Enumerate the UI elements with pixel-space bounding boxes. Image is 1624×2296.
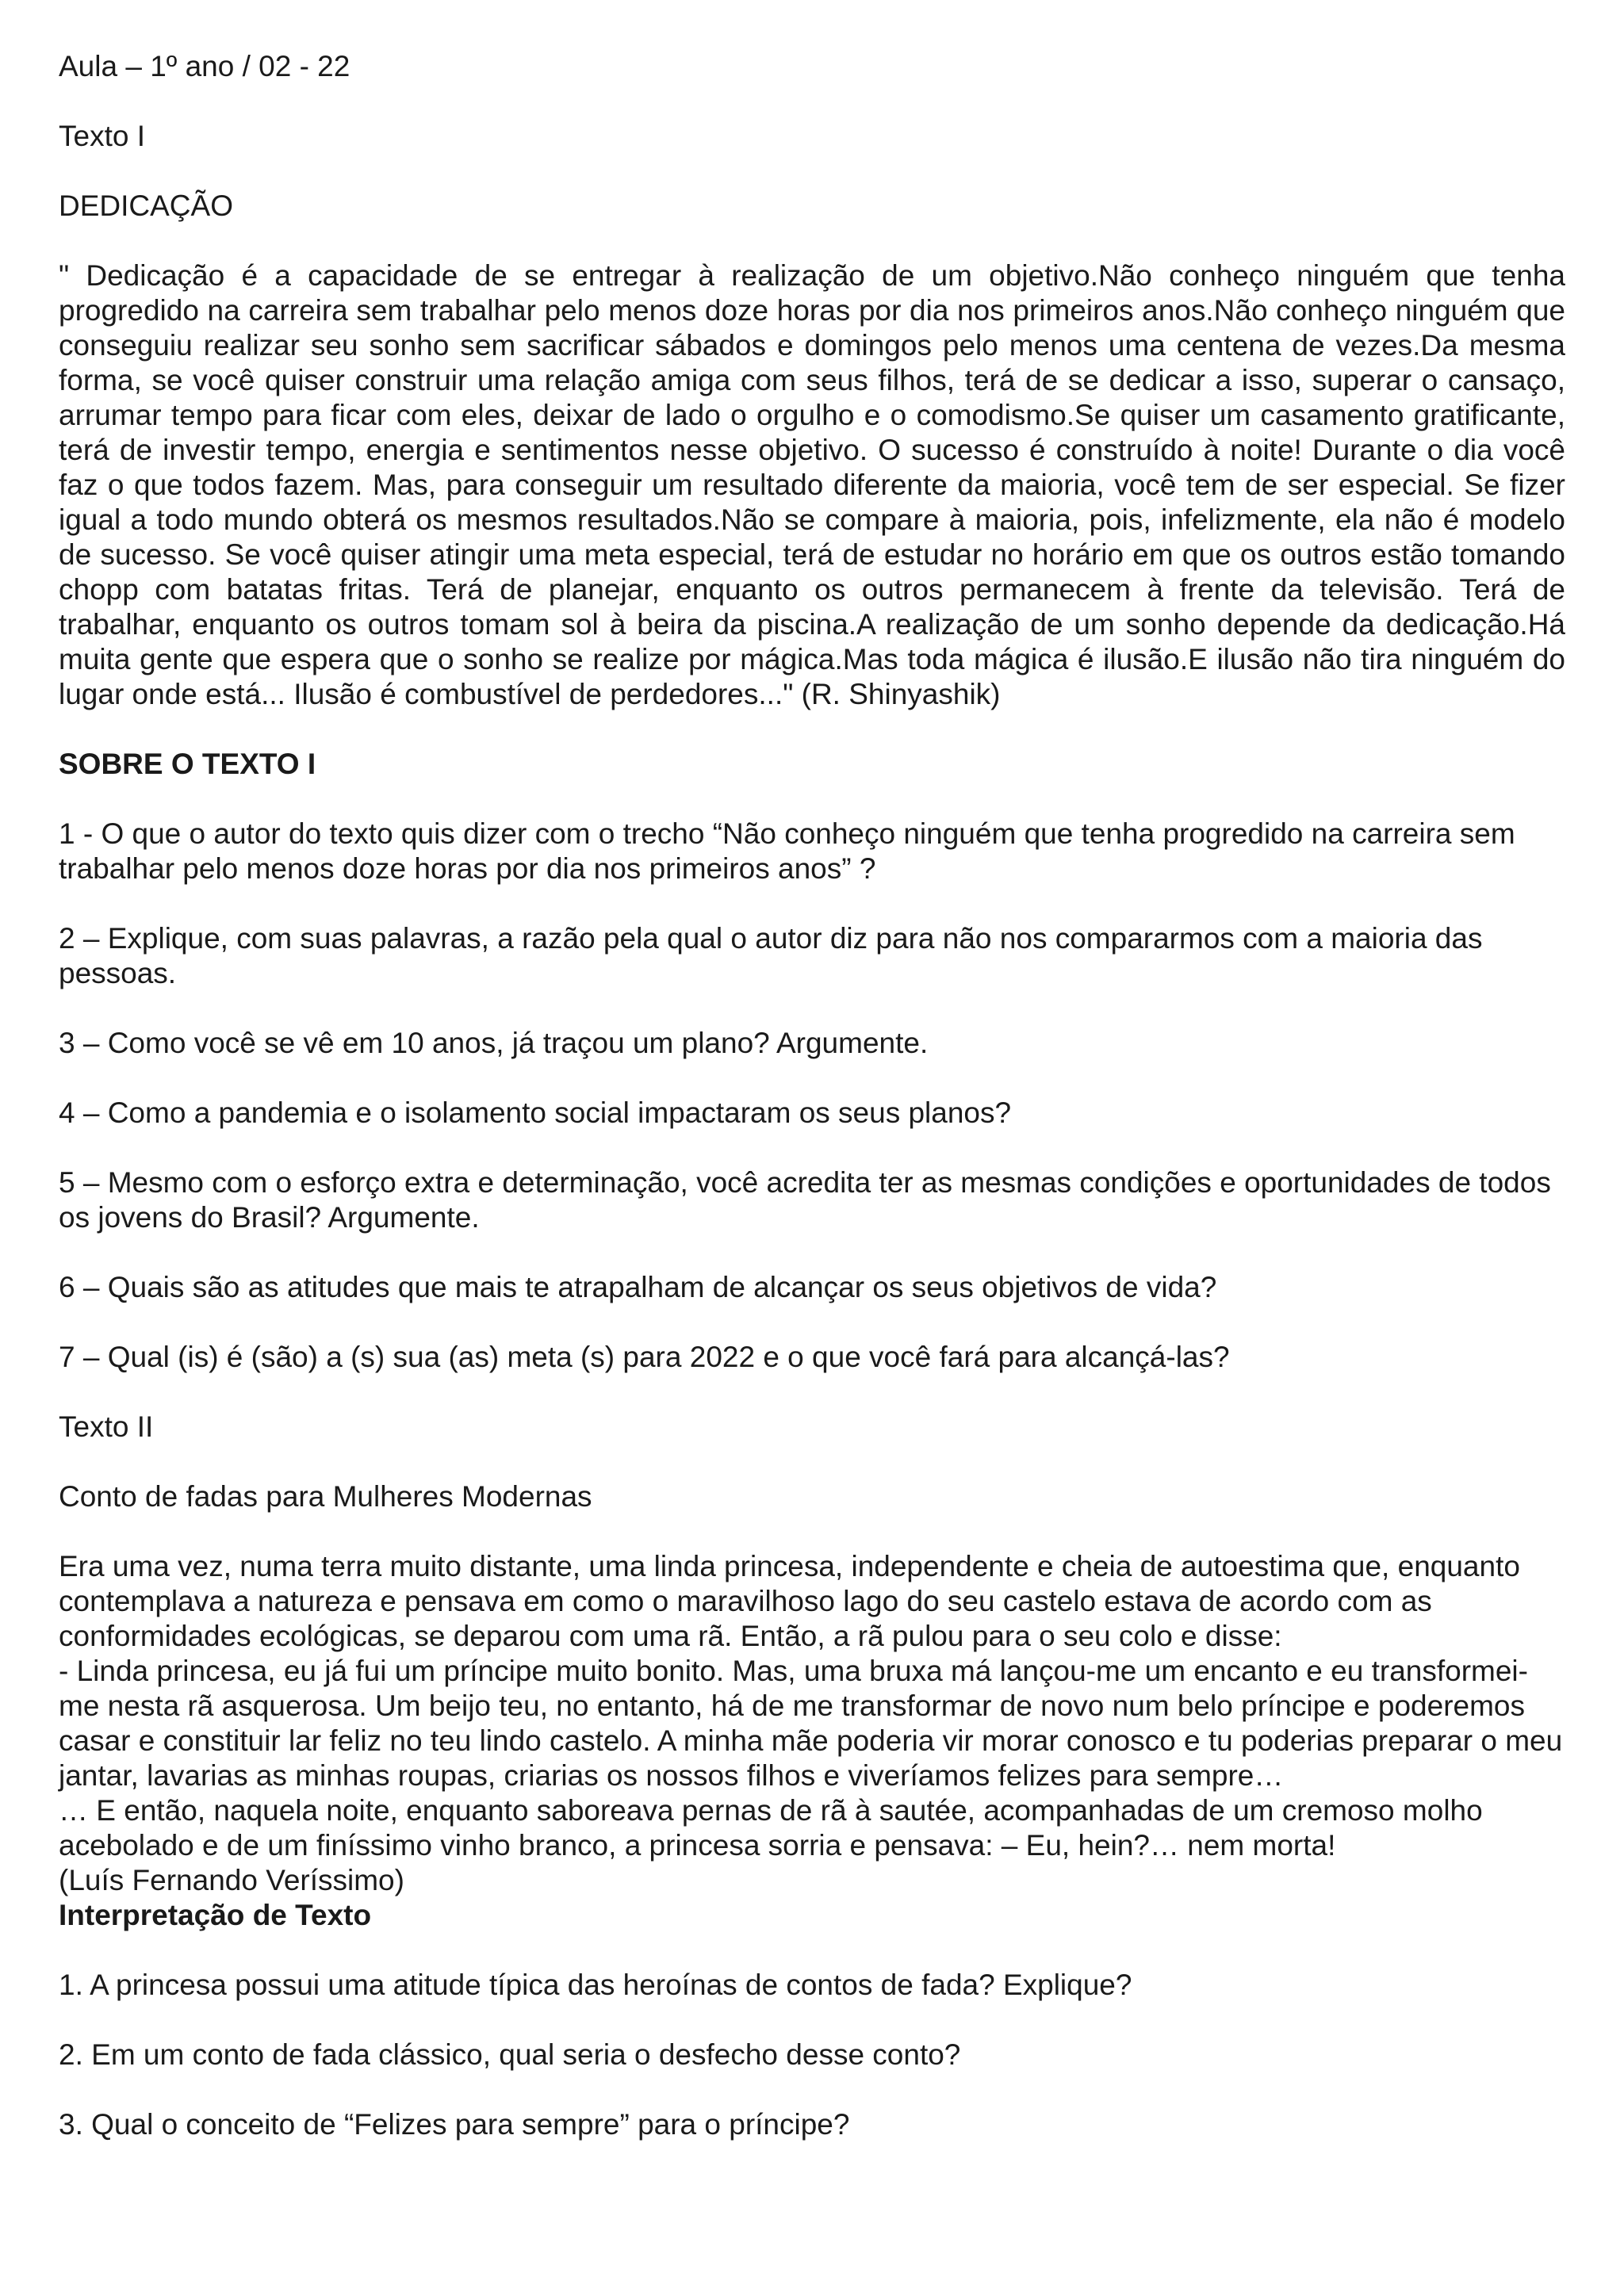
texto2-label: Texto II xyxy=(59,1410,154,1443)
question-3: 3 – Como você se vê em 10 anos, já traçou um plano? Argumente. xyxy=(59,1027,929,1059)
sobre-texto1-heading: SOBRE O TEXTO I xyxy=(59,748,316,780)
question-2: 2 – Explique, com suas palavras, a razão pela qual o autor diz para não nos compararmos com a maioria das pessoas. xyxy=(59,922,1483,989)
texto1-heading: DEDICAÇÃO xyxy=(59,189,233,222)
document-page xyxy=(59,49,1565,2177)
question-6: 6 – Quais são as atitudes que mais te atrapalham de alcançar os seus objetivos de vida? xyxy=(59,1271,1217,1303)
question-4: 4 – Como a pandemia e o isolamento social impactaram os seus planos? xyxy=(59,1096,1012,1129)
texto2-title: Conto de fadas para Mulheres Modernas xyxy=(59,1480,592,1513)
interp-question-3: 3. Qual o conceito de “Felizes para sempre” para o príncipe? xyxy=(59,2108,850,2141)
texto1-label: Texto I xyxy=(59,120,145,152)
story-paragraph-3: … E então, naquela noite, enquanto saboreava pernas de rã à sautée, acompanhadas de um cremoso molho acebolado e de um finíssimo vinho branco, a princesa sorria e pensava: – Eu, hein?… nem morta! xyxy=(59,1794,1483,1862)
texto2-story xyxy=(59,1549,1565,1933)
interp-question-1: 1. A princesa possui uma atitude típica das heroínas de contos de fada? Explique? xyxy=(59,1969,1132,2001)
question-5: 5 – Mesmo com o esforço extra e determinação, você acredita ter as mesmas condições e oportunidades de todos os jovens do Brasil? Argumente. xyxy=(59,1166,1551,1234)
question-1: 1 - O que o autor do texto quis dizer com o trecho “Não conheço ninguém que tenha progredido na carreira sem trabalhar pelo menos doze horas por dia nos primeiros anos” ? xyxy=(59,817,1515,885)
story-author: (Luís Fernando Veríssimo) xyxy=(59,1864,404,1896)
page-header: Aula – 1º ano / 02 - 22 xyxy=(59,50,350,82)
texto1-body: " Dedicação é a capacidade de se entregar à realização de um objetivo.Não conheço ninguém que tenha progredido na carreira sem trabalhar pelo menos doze horas por dia nos primeiros anos.Não conheço ninguém que conseguiu realizar seu sonho sem sacrificar sábados e domingos pelo menos uma centena de vezes.Da mesma forma, se você quiser construir uma relação amiga com seus filhos, terá de se dedicar a isso, superar o cansaço, arrumar tempo para ficar com eles, deixar de lado o orgulho e o comodismo.Se quiser um casamento gratificante, terá de investir tempo, energia e sentimentos nesse objetivo. O sucesso é construído à noite! Durante o dia você faz o que todos fazem. Mas, para conseguir um resultado diferente da maioria, você tem de ser especial. Se fizer igual a todo mundo obterá os mesmos resultados.Não se compare à maioria, pois, infelizmente, ela não é modelo de sucesso. Se você quiser atingir uma meta especial, terá de estudar no horário em que os outros estão tomando chopp com batatas fritas. Terá de planejar, enquanto os outros permanecem à frente da televisão. Terá de trabalhar, enquanto os outros tomam sol à beira da piscina.A realização de um sonho depende da dedicação.Há muita gente que espera que o sonho se realize por mágica.Mas toda mágica é ilusão.E ilusão não tira ninguém do lugar onde está... Ilusão é combustível de perdedores..." (R. Shinyashik) xyxy=(59,259,1565,710)
interp-question-2: 2. Em um conto de fada clássico, qual seria o desfecho desse conto? xyxy=(59,2038,961,2071)
story-paragraph-2: - Linda princesa, eu já fui um príncipe muito bonito. Mas, uma bruxa má lançou-me um encanto e eu transformei-me nesta rã asquerosa. Um beijo teu, no entanto, há de me transformar de novo num belo príncipe e poderemos casar e constituir lar feliz no teu lindo castelo. A minha mãe poderia vir morar conosco e tu poderias preparar o meu jantar, lavarias as minhas roupas, criarias os nossos filhos e viveríamos felizes para sempre… xyxy=(59,1655,1563,1792)
story-paragraph-1: Era uma vez, numa terra muito distante, uma linda princesa, independente e cheia de autoestima que, enquanto contemplava a natureza e pensava em como o maravilhoso lago do seu castelo estava de acordo com as conformidades ecológicas, se deparou com uma rã. Então, a rã pulou para o seu colo e disse: xyxy=(59,1550,1520,1652)
question-7: 7 – Qual (is) é (são) a (s) sua (as) meta (s) para 2022 e o que você fará para alcançá-las? xyxy=(59,1341,1230,1373)
interpretacao-heading: Interpretação de Texto xyxy=(59,1899,372,1931)
